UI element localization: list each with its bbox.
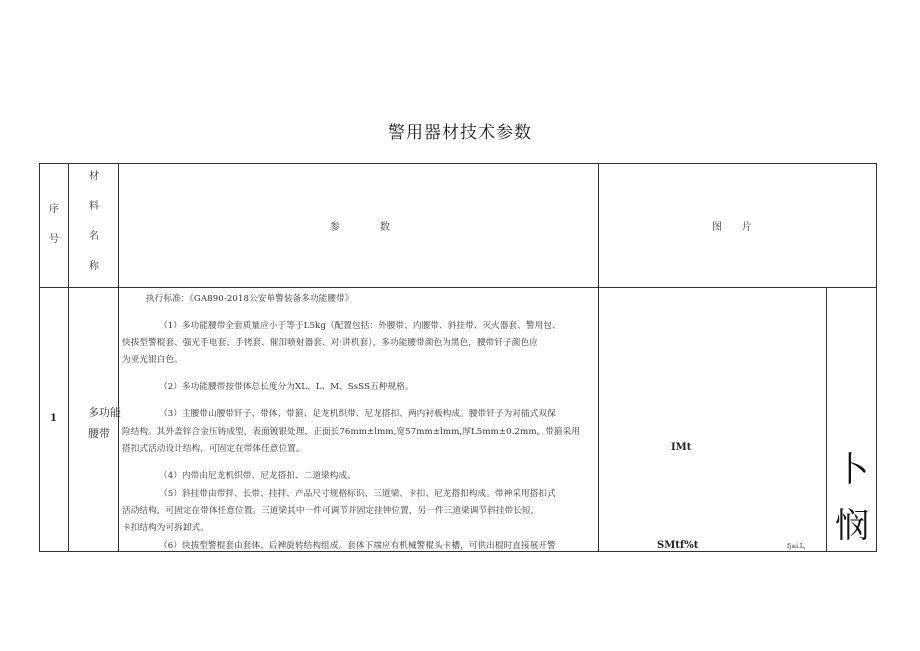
param-line: （1）多功能腰带全套质量应小于等于L5kg（配置包括：外腰带、内腰带、斜挂带、灭火器套、警用包、 <box>159 321 561 331</box>
param-standard-line: 执行标准：《GA890-2018公安单警装备多功能腰带》 <box>146 294 354 304</box>
param-line: （2）多功能腰带按带体总长度分为XL、L、M、SsSS五种规格。 <box>159 382 414 392</box>
param-line: （5）斜挂带由带拌、长带、挂拌、产品尺寸规格标识、三道梁、卡扣、尼龙搭扣构成。带神采用搭扣式 <box>159 489 556 499</box>
header-material-char-1: 材 <box>89 171 99 182</box>
header-material <box>87 162 101 282</box>
col-divider-picture-inner <box>826 287 827 552</box>
row-material-name <box>88 402 128 444</box>
header-picture: 图 片 <box>712 222 752 233</box>
table-header-bottom-border <box>39 287 877 288</box>
header-material-char-2: 料 <box>89 201 99 212</box>
picture-label-top: IMt <box>671 442 692 453</box>
row-material-line-2: 腰带 <box>88 427 110 440</box>
param-line: （6）快拔型警棍套由套体、后裨旋转结构组成。套体下端应有机械警棍头卡槽，可供出棍时直接展开警 <box>159 541 556 551</box>
param-line: （3）主腰带山腰带钎子、带体、带箍、足龙机织带、尼龙搭扣、两内衬板构成。腰带钎子为对插式双保 <box>159 409 556 419</box>
col-divider-material <box>118 163 119 552</box>
param-line: （4）内带由尼龙机织带、尼龙搭扣、二道梁构成。 <box>159 471 356 481</box>
header-material-char-4: 称 <box>89 261 99 272</box>
param-line: 为亚光银白色。 <box>122 355 183 365</box>
header-seq-char-2: 号 <box>49 234 59 245</box>
picture-caption-small: fj≡i.L, <box>787 543 806 550</box>
table-top-border <box>39 163 877 164</box>
param-line: 卡扣结构为可拆卸式。 <box>122 523 209 533</box>
table-right-border <box>876 163 877 552</box>
param-line: 快拔型警棍套、强光手电套、手铐套、催泪喷射器套、对·讲机套），多功能腰带颜色为黑色，腰带钎子颜色应 <box>122 338 538 348</box>
col-divider-params <box>598 163 599 552</box>
col-divider-seq <box>68 163 69 552</box>
param-line: 险结构。其外盖锌合金压铸成型，表面镀银处理，正面长76mm±lmm,宽57mm±lmm,厚L5mm±0.2mm。带箍采用 <box>122 427 581 437</box>
header-material-char-3: 名 <box>89 231 99 242</box>
table-left-border <box>39 163 40 552</box>
header-seq <box>47 195 61 255</box>
document-title: 警用器材技术参数 <box>388 123 532 143</box>
side-glyph-top: 卜 <box>835 450 869 490</box>
picture-label-bottom: SMtf%t <box>657 540 699 551</box>
table-bottom-border <box>39 551 877 552</box>
header-params: 参 数 <box>330 222 390 233</box>
param-line: 活动结构，可固定在带体任意位置。三道梁其中一件可调节并固定挂钟位置，另一件三道梁调节斜挂带长短， <box>122 506 540 516</box>
side-glyph-bottom: 悯 <box>835 506 869 546</box>
param-line: 搭扣式活动设计结构，可固定在带体任意位置。 <box>122 444 305 454</box>
row-material-line-1: 多功能 <box>88 406 121 419</box>
header-seq-char-1: 序 <box>49 204 59 215</box>
row-seq-number: 1 <box>50 413 57 424</box>
